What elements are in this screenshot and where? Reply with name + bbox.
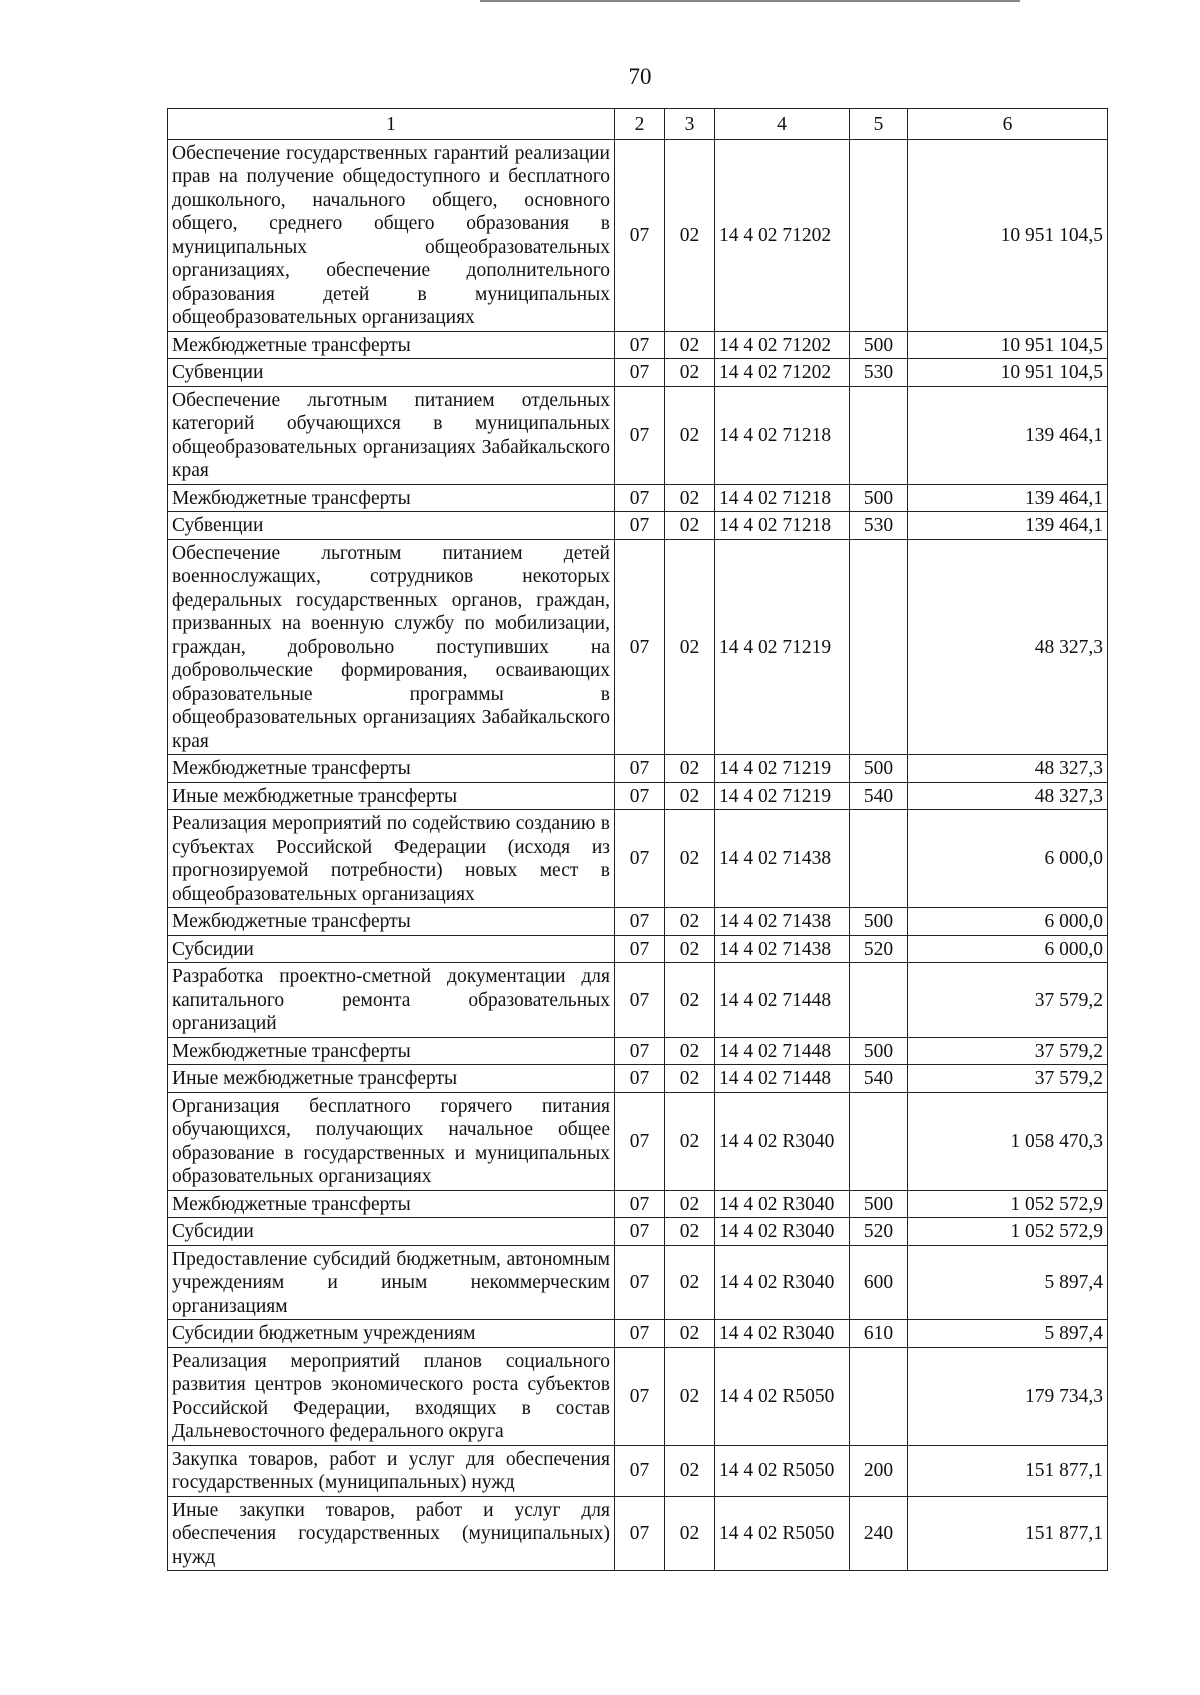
- row-name: Предоставление субсидий бюджетным, автономным учреждениям и иным некоммерческим организациям: [168, 1245, 615, 1320]
- row-subsection: 02: [665, 1245, 715, 1320]
- row-expense-type: [850, 1092, 908, 1190]
- row-expense-type: 500: [850, 1190, 908, 1218]
- row-subsection: 02: [665, 484, 715, 512]
- row-section: 07: [615, 1065, 665, 1093]
- row-name: Субвенции: [168, 359, 615, 387]
- row-expense-type: 500: [850, 1037, 908, 1065]
- row-amount: 139 464,1: [908, 512, 1108, 540]
- row-target-article: 14 4 02 71202: [715, 139, 850, 331]
- row-name: Разработка проектно-сметной документации для капитального ремонта образовательных организаций: [168, 963, 615, 1038]
- row-expense-type: [850, 1347, 908, 1445]
- row-amount: 48 327,3: [908, 539, 1108, 755]
- table-row: [168, 1037, 1108, 1065]
- row-subsection: 02: [665, 1347, 715, 1445]
- header-col-4: 4: [715, 109, 850, 140]
- table-row: [168, 1092, 1108, 1190]
- row-expense-type: 500: [850, 755, 908, 783]
- table-row: [168, 484, 1108, 512]
- row-section: 07: [615, 139, 665, 331]
- row-amount: 10 951 104,5: [908, 331, 1108, 359]
- row-name: Субвенции: [168, 512, 615, 540]
- row-target-article: 14 4 02 71448: [715, 963, 850, 1038]
- row-name: Межбюджетные трансферты: [168, 1037, 615, 1065]
- table-row: [168, 359, 1108, 387]
- table-row: [168, 935, 1108, 963]
- row-subsection: 02: [665, 139, 715, 331]
- row-section: 07: [615, 1218, 665, 1246]
- row-name: Иные межбюджетные трансферты: [168, 1065, 615, 1093]
- row-target-article: 14 4 02 R3040: [715, 1218, 850, 1246]
- row-expense-type: 610: [850, 1320, 908, 1348]
- row-section: 07: [615, 810, 665, 908]
- row-expense-type: 530: [850, 512, 908, 540]
- row-name: Реализация мероприятий планов социального развития центров экономического роста субъектов Российской Федерации, входящих в состав Дальневосточного федерального округа: [168, 1347, 615, 1445]
- row-name: Межбюджетные трансферты: [168, 331, 615, 359]
- table-row: [168, 1190, 1108, 1218]
- table-row: [168, 539, 1108, 755]
- row-target-article: 14 4 02 71218: [715, 512, 850, 540]
- row-subsection: 02: [665, 1445, 715, 1496]
- row-subsection: 02: [665, 1190, 715, 1218]
- row-amount: 10 951 104,5: [908, 359, 1108, 387]
- row-section: 07: [615, 1320, 665, 1348]
- row-target-article: 14 4 02 71448: [715, 1037, 850, 1065]
- table-body: [168, 139, 1108, 1571]
- row-section: 07: [615, 484, 665, 512]
- row-target-article: 14 4 02 71219: [715, 755, 850, 783]
- row-amount: 1 058 470,3: [908, 1092, 1108, 1190]
- row-section: 07: [615, 935, 665, 963]
- table-row: [168, 1496, 1108, 1571]
- row-expense-type: 500: [850, 331, 908, 359]
- row-section: 07: [615, 359, 665, 387]
- row-expense-type: 540: [850, 1065, 908, 1093]
- row-subsection: 02: [665, 539, 715, 755]
- row-name: Обеспечение государственных гарантий реализации прав на получение общедоступного и бесплатного дошкольного, начального общего, основного общего, среднего общего образования в муниципальных общеобразовательных организациях, обеспечение дополнительного образования детей в муниципальных общеобразовательных организациях: [168, 139, 615, 331]
- row-expense-type: 600: [850, 1245, 908, 1320]
- row-subsection: 02: [665, 331, 715, 359]
- row-subsection: 02: [665, 935, 715, 963]
- row-amount: 37 579,2: [908, 1065, 1108, 1093]
- row-subsection: 02: [665, 1065, 715, 1093]
- row-subsection: 02: [665, 386, 715, 484]
- row-amount: 1 052 572,9: [908, 1190, 1108, 1218]
- row-target-article: 14 4 02 71218: [715, 484, 850, 512]
- row-amount: 37 579,2: [908, 1037, 1108, 1065]
- row-section: 07: [615, 539, 665, 755]
- row-target-article: 14 4 02 R3040: [715, 1190, 850, 1218]
- row-subsection: 02: [665, 963, 715, 1038]
- table-row: [168, 908, 1108, 936]
- row-expense-type: 520: [850, 935, 908, 963]
- row-target-article: 14 4 02 71202: [715, 331, 850, 359]
- row-target-article: 14 4 02 R3040: [715, 1320, 850, 1348]
- row-name: Субсидии: [168, 935, 615, 963]
- table-row: [168, 1445, 1108, 1496]
- row-section: 07: [615, 908, 665, 936]
- row-subsection: 02: [665, 755, 715, 783]
- row-target-article: 14 4 02 R5050: [715, 1445, 850, 1496]
- row-section: 07: [615, 963, 665, 1038]
- row-expense-type: 500: [850, 908, 908, 936]
- row-section: 07: [615, 331, 665, 359]
- row-target-article: 14 4 02 R5050: [715, 1347, 850, 1445]
- row-subsection: 02: [665, 1496, 715, 1571]
- table-row: [168, 1065, 1108, 1093]
- row-target-article: 14 4 02 71219: [715, 539, 850, 755]
- row-subsection: 02: [665, 782, 715, 810]
- header-row: [168, 109, 1108, 140]
- table-row: [168, 1347, 1108, 1445]
- row-name: Межбюджетные трансферты: [168, 908, 615, 936]
- row-expense-type: 530: [850, 359, 908, 387]
- row-name: Иные закупки товаров, работ и услуг для обеспечения государственных (муниципальных) нужд: [168, 1496, 615, 1571]
- row-amount: 6 000,0: [908, 908, 1108, 936]
- row-expense-type: [850, 386, 908, 484]
- row-subsection: 02: [665, 1320, 715, 1348]
- row-name: Обеспечение льготным питанием отдельных категорий обучающихся в муниципальных общеобразовательных организациях Забайкальского края: [168, 386, 615, 484]
- table-row: [168, 386, 1108, 484]
- header-col-3: 3: [665, 109, 715, 140]
- row-subsection: 02: [665, 1037, 715, 1065]
- page-number: 70: [628, 64, 652, 89]
- table-row: [168, 963, 1108, 1038]
- row-name: Субсидии бюджетным учреждениям: [168, 1320, 615, 1348]
- row-section: 07: [615, 755, 665, 783]
- row-target-article: 14 4 02 71219: [715, 782, 850, 810]
- row-target-article: 14 4 02 R3040: [715, 1092, 850, 1190]
- row-subsection: 02: [665, 359, 715, 387]
- row-amount: 151 877,1: [908, 1496, 1108, 1571]
- row-section: 07: [615, 1190, 665, 1218]
- scan-edge-line: [480, 0, 1020, 2]
- row-expense-type: 540: [850, 782, 908, 810]
- row-name: Организация бесплатного горячего питания обучающихся, получающих начальное общее образование в государственных и муниципальных образовательных организациях: [168, 1092, 615, 1190]
- row-section: 07: [615, 386, 665, 484]
- row-amount: 5 897,4: [908, 1320, 1108, 1348]
- row-subsection: 02: [665, 908, 715, 936]
- row-name: Межбюджетные трансферты: [168, 484, 615, 512]
- row-amount: 139 464,1: [908, 386, 1108, 484]
- row-subsection: 02: [665, 512, 715, 540]
- row-name: Субсидии: [168, 1218, 615, 1246]
- row-target-article: 14 4 02 R5050: [715, 1496, 850, 1571]
- table-header: [168, 109, 1108, 140]
- row-name: Иные межбюджетные трансферты: [168, 782, 615, 810]
- row-amount: 139 464,1: [908, 484, 1108, 512]
- table-row: [168, 782, 1108, 810]
- row-expense-type: 200: [850, 1445, 908, 1496]
- row-section: 07: [615, 512, 665, 540]
- row-amount: 179 734,3: [908, 1347, 1108, 1445]
- row-expense-type: [850, 963, 908, 1038]
- row-expense-type: 520: [850, 1218, 908, 1246]
- row-amount: 10 951 104,5: [908, 139, 1108, 331]
- table-row: [168, 512, 1108, 540]
- header-col-2: 2: [615, 109, 665, 140]
- row-name: Закупка товаров, работ и услуг для обеспечения государственных (муниципальных) нужд: [168, 1445, 615, 1496]
- row-section: 07: [615, 1092, 665, 1190]
- row-section: 07: [615, 782, 665, 810]
- table-row: [168, 810, 1108, 908]
- row-expense-type: [850, 810, 908, 908]
- row-amount: 48 327,3: [908, 755, 1108, 783]
- row-section: 07: [615, 1496, 665, 1571]
- header-col-6: 6: [908, 109, 1108, 140]
- row-expense-type: 240: [850, 1496, 908, 1571]
- row-section: 07: [615, 1245, 665, 1320]
- table-row: [168, 755, 1108, 783]
- row-expense-type: 500: [850, 484, 908, 512]
- header-col-5: 5: [850, 109, 908, 140]
- row-target-article: 14 4 02 71438: [715, 935, 850, 963]
- row-amount: 1 052 572,9: [908, 1218, 1108, 1246]
- row-name: Обеспечение льготным питанием детей военнослужащих, сотрудников некоторых федеральных государственных органов, граждан, призванных на военную службу по мобилизации, граждан, добровольно поступивших на добровольческие формирования, осваивающих образовательные программы в общеобразовательных организациях Забайкальского края: [168, 539, 615, 755]
- row-target-article: 14 4 02 R3040: [715, 1245, 850, 1320]
- row-amount: 6 000,0: [908, 810, 1108, 908]
- row-amount: 6 000,0: [908, 935, 1108, 963]
- row-subsection: 02: [665, 810, 715, 908]
- row-expense-type: [850, 539, 908, 755]
- row-section: 07: [615, 1037, 665, 1065]
- row-target-article: 14 4 02 71448: [715, 1065, 850, 1093]
- row-name: Межбюджетные трансферты: [168, 755, 615, 783]
- table-row: [168, 1320, 1108, 1348]
- table-row: [168, 1245, 1108, 1320]
- row-expense-type: [850, 139, 908, 331]
- header-col-1: 1: [168, 109, 615, 140]
- row-amount: 48 327,3: [908, 782, 1108, 810]
- table-row: [168, 331, 1108, 359]
- row-subsection: 02: [665, 1092, 715, 1190]
- row-section: 07: [615, 1347, 665, 1445]
- row-name: Реализация мероприятий по содействию созданию в субъектах Российской Федерации (исходя из прогнозируемой потребности) новых мест в общеобразовательных организациях: [168, 810, 615, 908]
- row-target-article: 14 4 02 71202: [715, 359, 850, 387]
- row-section: 07: [615, 1445, 665, 1496]
- row-amount: 5 897,4: [908, 1245, 1108, 1320]
- row-subsection: 02: [665, 1218, 715, 1246]
- table-row: [168, 1218, 1108, 1246]
- budget-table: [167, 108, 1108, 1571]
- row-amount: 37 579,2: [908, 963, 1108, 1038]
- row-name: Межбюджетные трансферты: [168, 1190, 615, 1218]
- row-target-article: 14 4 02 71438: [715, 810, 850, 908]
- row-target-article: 14 4 02 71218: [715, 386, 850, 484]
- row-target-article: 14 4 02 71438: [715, 908, 850, 936]
- table-row: [168, 139, 1108, 331]
- row-amount: 151 877,1: [908, 1445, 1108, 1496]
